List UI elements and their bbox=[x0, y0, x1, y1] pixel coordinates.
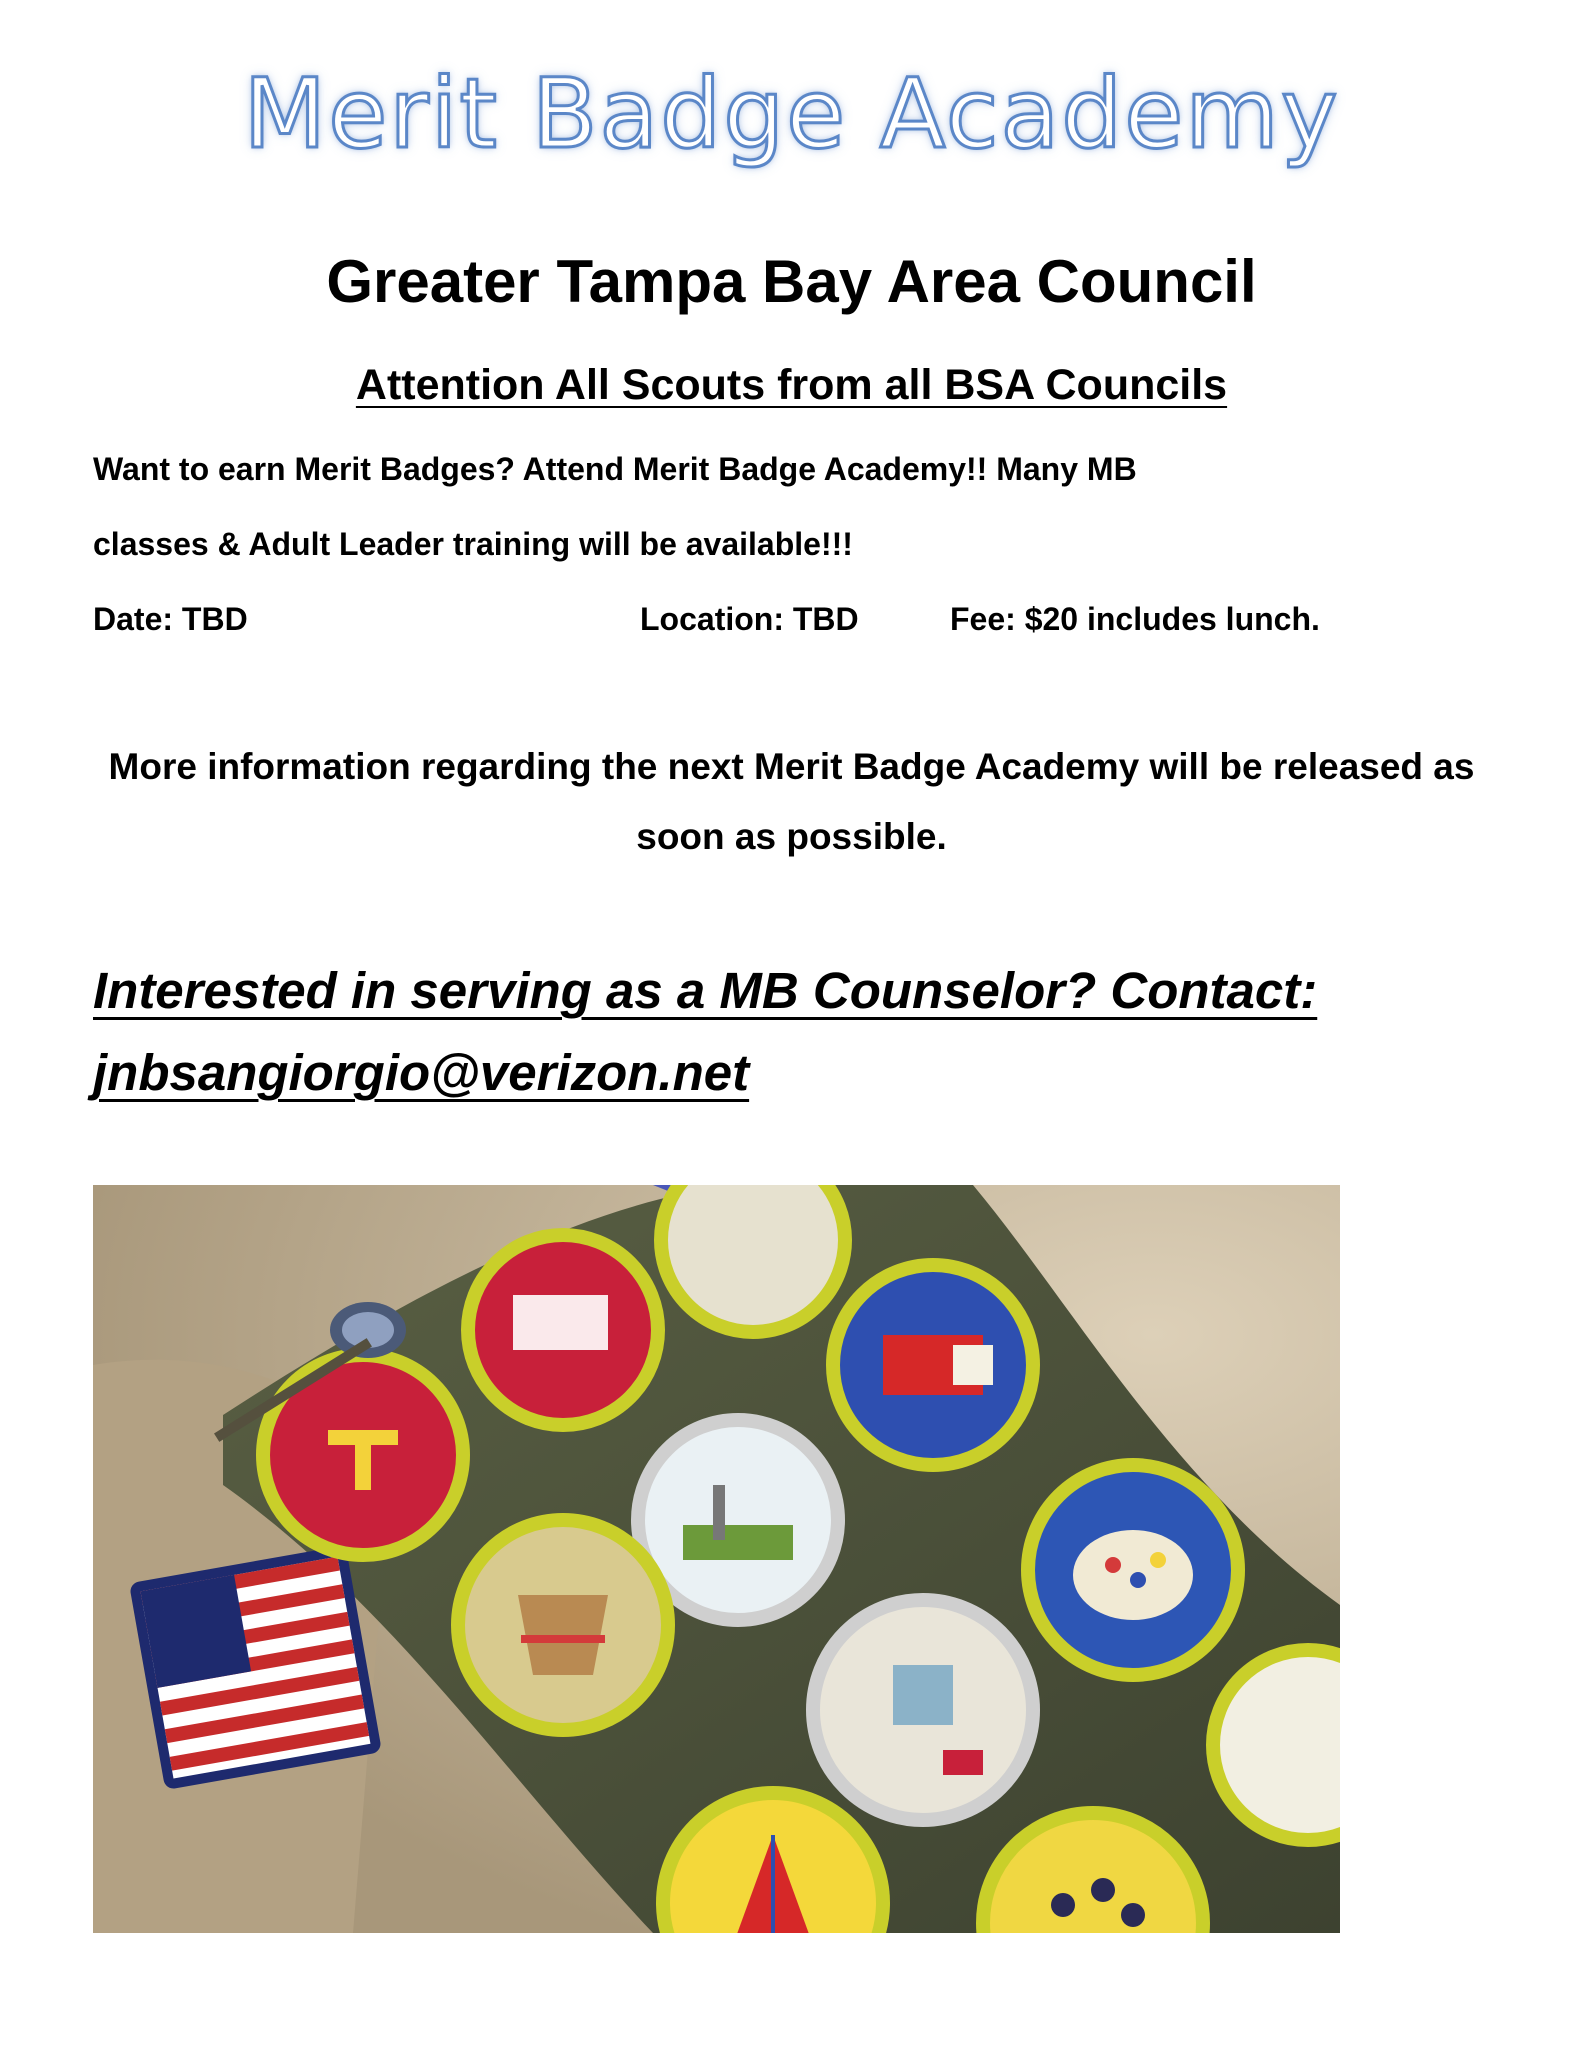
sash-illustration bbox=[93, 1185, 1340, 1933]
council-heading: Greater Tampa Bay Area Council bbox=[326, 248, 1257, 315]
merit-badge bbox=[661, 1185, 845, 1332]
page-title: Merit Badge Academy bbox=[243, 58, 1340, 170]
event-fee: Fee: $20 includes lunch. bbox=[950, 601, 1320, 637]
merit-badge-sash-photo bbox=[93, 1185, 1340, 1933]
more-info-text: More information regarding the next Merit Badge Academy will be released as soon as possible. bbox=[108, 746, 1475, 857]
attention-heading: Attention All Scouts from all BSA Councils bbox=[355, 361, 1228, 409]
event-date: Date: TBD bbox=[93, 601, 248, 637]
intro-line-2: classes & Adult Leader training will be available!!! bbox=[93, 526, 853, 562]
counselor-prompt: Interested in serving as a MB Counselor? Contact: bbox=[93, 962, 1318, 1019]
american-flag-patch bbox=[129, 1545, 382, 1790]
merit-badge bbox=[1213, 1650, 1340, 1840]
event-location: Location: TBD bbox=[640, 601, 859, 637]
contact-email[interactable]: jnbsangiorgio@verizon.net bbox=[93, 1044, 750, 1101]
intro-line-1: Want to earn Merit Badges? Attend Merit Badge Academy!! Many MB bbox=[93, 451, 1137, 487]
